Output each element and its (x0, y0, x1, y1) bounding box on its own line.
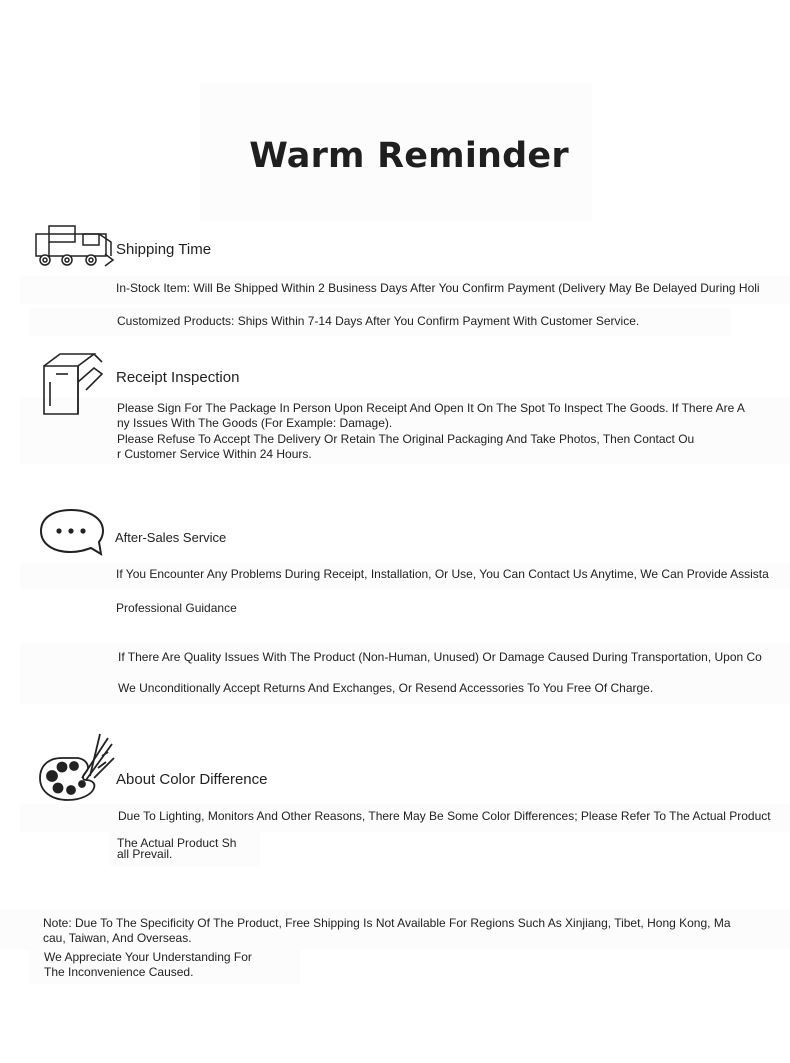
inspection-text-line: r Customer Service Within 24 Hours. (117, 447, 312, 461)
inspection-text-line: ny Issues With The Goods (For Example: Damage). (117, 416, 393, 430)
after-sales-text-line: If You Encounter Any Problems During Receipt, Installation, Or Use, You Can Contact Us Anytime, We Can Provide Assista (116, 567, 769, 581)
note-text-line: The Inconvenience Caused. (44, 965, 194, 979)
color-text-line: The Actual Product Sh (117, 836, 237, 850)
inspection-text-line: Please Sign For The Package In Person Upon Receipt And Open It On The Spot To Inspect The Goods. If There Are A (117, 401, 745, 415)
color-text-line: all Prevail. (117, 847, 173, 861)
inspection-text-line: Please Refuse To Accept The Delivery Or Retain The Original Packaging And Take Photos, Then Contact Ou (117, 432, 695, 446)
truck-icon (33, 224, 117, 270)
after-sales-text-line: We Unconditionally Accept Returns And Exchanges, Or Resend Accessories To You Free Of Charge. (118, 681, 654, 695)
receipt-inspection-heading: Receipt Inspection (116, 369, 240, 386)
box-icon (40, 352, 116, 418)
after-sales-heading: After-Sales Service (115, 530, 227, 545)
page-title: Warm Reminder (249, 136, 569, 176)
color-difference-heading: About Color Difference (116, 771, 268, 788)
after-sales-text-line: Professional Guidance (116, 601, 237, 615)
paint-palette-icon (38, 732, 116, 804)
note-text-line: Note: Due To The Specificity Of The Product, Free Shipping Is Not Available For Regions Such As Xinjiang, Tibet, Hong Kong, Ma (43, 916, 731, 930)
note-text-line: We Appreciate Your Understanding For (44, 950, 252, 964)
shipping-time-heading: Shipping Time (116, 241, 212, 258)
note-text-line: cau, Taiwan, And Overseas. (43, 931, 192, 945)
after-sales-text-line: If There Are Quality Issues With The Product (Non-Human, Unused) Or Damage Caused During Transportation, Upon Co (118, 650, 762, 664)
shipping-text-line: Customized Products: Ships Within 7-14 Days After You Confirm Payment With Customer Service. (117, 314, 640, 328)
speech-bubble-icon (39, 508, 107, 558)
shipping-text-line: In-Stock Item: Will Be Shipped Within 2 Business Days After You Confirm Payment (Delivery May Be Delayed During Holi (116, 281, 760, 295)
color-text-line: Due To Lighting, Monitors And Other Reasons, There May Be Some Color Differences; Please Refer To The Actual Product (118, 809, 771, 823)
